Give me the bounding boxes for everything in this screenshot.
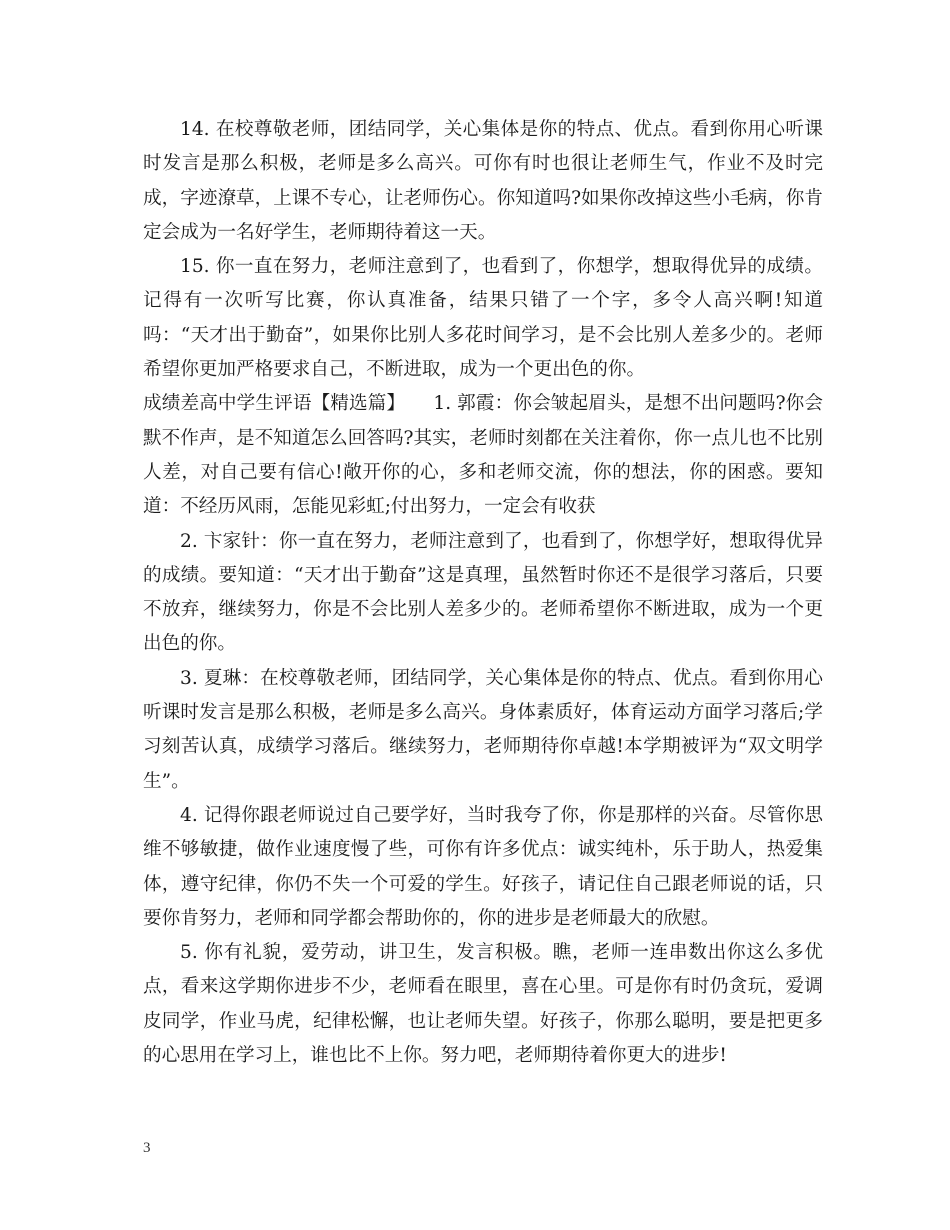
paragraph-section-heading-comment-1: 成绩差高中学生评语【精选篇】 1. 郭霞：你会皱起眉头，是想不出问题吗?你会默不作声，是不知道怎么回答吗?其实，老师时刻都在关注着你，你一点儿也不比别人差，对自己要有信心!敞开你的心，多和老师交流，你的想法，你的困惑。要知道：不经历风雨，怎能见彩虹;付出努力，一定会有收获 bbox=[143, 393, 823, 518]
document-body bbox=[143, 113, 823, 1073]
paragraph-comment-2: 2. 卞家针：你一直在努力，老师注意到了，也看到了，你想学好，想取得优异的成绩。要知道：“天才出于勤奋”这是真理，虽然暂时你还不是很学习落后，只要不放弃，继续努力，你是不会比别人差多少的。老师希望你不断进取，成为一个更出色的你。 bbox=[143, 530, 823, 655]
paragraph-comment-14: 14. 在校尊敬老师，团结同学，关心集体是你的特点、优点。看到你用心听课时发言是那么积极，老师是多么高兴。可你有时也很让老师生气，作业不及时完成，字迹潦草，上课不专心，让老师伤心。你知道吗?如果你改掉这些小毛病，你肯定会成为一名好学生，老师期待着这一天。 bbox=[143, 119, 823, 243]
paragraph-comment-3: 3. 夏琳：在校尊敬老师，团结同学，关心集体是你的特点、优点。看到你用心听课时发言是那么积极，老师是多么高兴。身体素质好，体育运动方面学习落后;学习刻苦认真，成绩学习落后。继续努力，老师期待你卓越!本学期被评为“双文明学生”。 bbox=[143, 667, 823, 792]
page-number: 3 bbox=[143, 1140, 151, 1156]
paragraph-comment-4: 4. 记得你跟老师说过自己要学好，当时我夸了你，你是那样的兴奋。尽管你思维不够敏捷，做作业速度慢了些，可你有许多优点：诚实纯朴，乐于助人，热爱集体，遵守纪律，你仍不失一个可爱的学生。好孩子，请记住自己跟老师说的话，只要你肯努力，老师和同学都会帮助你的，你的进步是老师最大的欣慰。 bbox=[143, 804, 823, 929]
paragraph-comment-5: 5. 你有礼貌，爱劳动，讲卫生，发言积极。瞧，老师一连串数出你这么多优点，看来这学期你进步不少，老师看在眼里，喜在心里。可是你有时仍贪玩，爱调皮同学，作业马虎，纪律松懈，也让老师失望。好孩子，你那么聪明，要是把更多的心思用在学习上，谁也比不上你。努力吧，老师期待着你更大的进步! bbox=[143, 942, 823, 1067]
paragraph-comment-15: 15. 你一直在努力，老师注意到了，也看到了，你想学，想取得优异的成绩。记得有一次听写比赛，你认真准备，结果只错了一个字，多令人高兴啊!知道吗：“天才出于勤奋”，如果你比别人多花时间学习，是不会比别人差多少的。老师希望你更加严格要求自己，不断进取，成为一个更出色的你。 bbox=[143, 256, 823, 381]
